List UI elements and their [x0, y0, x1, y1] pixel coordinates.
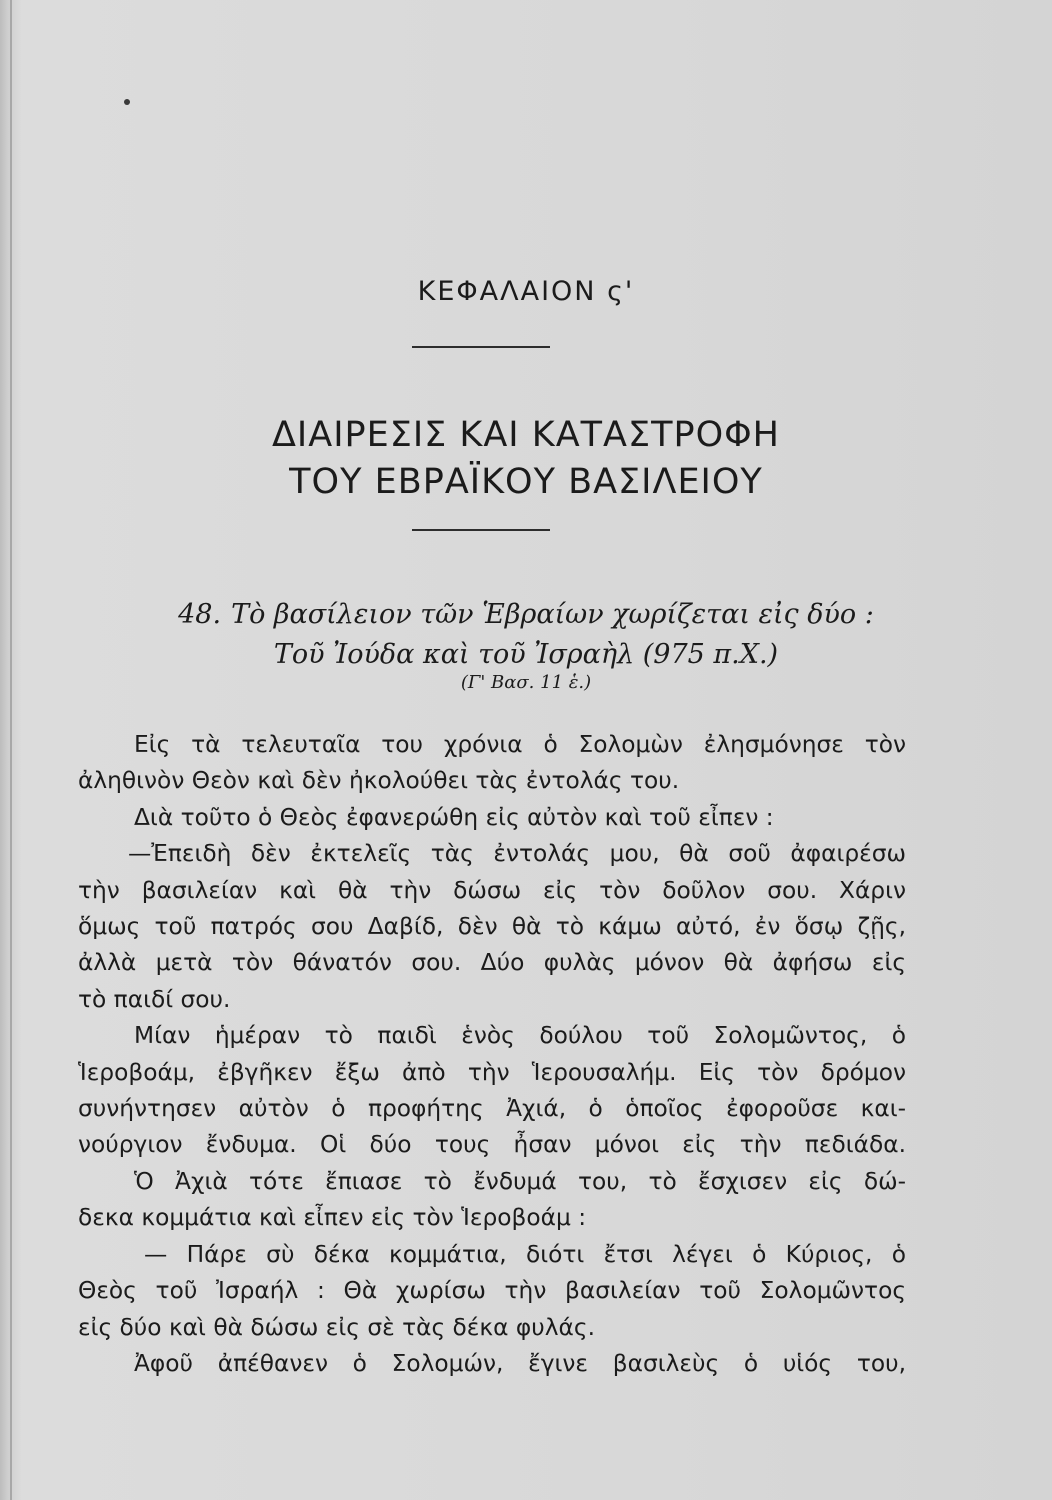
scripture-reference: (Γ' Βασ. 11 ἑ.) [460, 672, 592, 693]
page-binding-edge [10, 0, 12, 1500]
section-number: 48. [178, 599, 222, 630]
body-text [78, 727, 906, 1382]
body-line: Εἰς τὰ τελευταῖα του χρόνια ὁ Σολομὼν ἐλησμόνησε τὸν [134, 731, 906, 758]
body-line: εἰς δύο καὶ θὰ δώσω εἰς σὲ τὰς δέκα φυλάς. [78, 1313, 595, 1341]
body-line: Θεὸς τοῦ Ἰσραήλ : Θὰ χωρίσω τὴν βασιλείαν τοῦ Σολομῶντος [78, 1277, 906, 1305]
body-line: Ἱεροβοάμ, ἐβγῆκεν ἔξω ἀπὸ τὴν Ἱερουσαλήμ. Εἰς τὸν δρόμον [78, 1058, 906, 1086]
body-line: Ἀφοῦ ἀπέθανεν ὁ Σολομών, ἔγινε βασιλεὺς ὁ υἱός του, [134, 1349, 906, 1377]
body-line: τὸ παιδί σου. [78, 985, 231, 1013]
body-line: νούργιον ἔνδυμα. Οἱ δύο τους ἦσαν μόνοι εἰς τὴν πεδιάδα. [78, 1131, 906, 1159]
body-line: Διὰ τοῦτο ὁ Θεὸς ἐφανερώθη εἰς αὐτὸν καὶ τοῦ εἶπεν : [134, 803, 774, 831]
section-heading [0, 595, 1052, 675]
body-line: ἀλλὰ μετὰ τὸν θάνατόν σου. Δύο φυλὰς μόνον θὰ ἀφήσω εἰς [78, 949, 906, 977]
body-line: Ὁ Ἀχιὰ τότε ἔπιασε τὸ ἔνδυμά του, τὸ ἔσχισεν εἰς δώ- [134, 1167, 906, 1195]
body-line: ὅμως τοῦ πατρός σου Δαβίδ, δὲν θὰ τὸ κάμω αὐτό, ἐν ὅσῳ ζῇς, [78, 913, 906, 941]
print-speck [124, 99, 130, 105]
section-heading-line-2: Τοῦ Ἰούδα καὶ τοῦ Ἰσραὴλ (975 π.Χ.) [273, 639, 779, 670]
body-line: συνήντησεν αὐτὸν ὁ προφήτης Ἀχιά, ὁ ὁποῖος ἐφοροῦσε και- [78, 1095, 906, 1123]
body-line: τὴν βασιλείαν καὶ θὰ τὴν δώσω εἰς τὸν δοῦλον σου. Χάριν [78, 876, 906, 904]
divider-rule-top [412, 346, 550, 348]
body-line: —Ἐπειδὴ δὲν ἐκτελεῖς τὰς ἐντολάς μου, θὰ σοῦ ἀφαιρέσω [128, 840, 906, 868]
body-line: ἀληθινὸν Θεὸν καὶ δὲν ἠκολούθει τὰς ἐντολάς του. [78, 767, 680, 795]
section-heading-line-1 [0, 595, 1052, 635]
body-line: — Πάρε σὺ δέκα κομμάτια, διότι ἔτσι λέγει ὁ Κύριος, ὁ [144, 1240, 906, 1268]
body-line: δεκα κομμάτια καὶ εἶπεν εἰς τὸν Ἱεροβοάμ : [78, 1204, 587, 1232]
chapter-title-line-1: ΔΙΑΙΡΕΣΙΣ ΚΑΙ ΚΑΤΑΣΤΡΟΦΗ [271, 415, 780, 455]
chapter-label: ΚΕΦΑΛΑΙΟΝ ς' [417, 276, 635, 307]
body-line: Μίαν ἡμέραν τὸ παιδὶ ἑνὸς δούλου τοῦ Σολομῶντος, ὁ [134, 1022, 906, 1050]
divider-rule-bottom [412, 529, 550, 531]
chapter-title-line-2: ΤΟΥ ΕΒΡΑΪΚΟΥ ΒΑΣΙΛΕΙΟΥ [289, 462, 763, 502]
chapter-title [0, 412, 1052, 506]
section-heading-text-1: Τὸ βασίλειον τῶν Ἑβραίων χωρίζεται εἰς δύο : [231, 599, 874, 630]
